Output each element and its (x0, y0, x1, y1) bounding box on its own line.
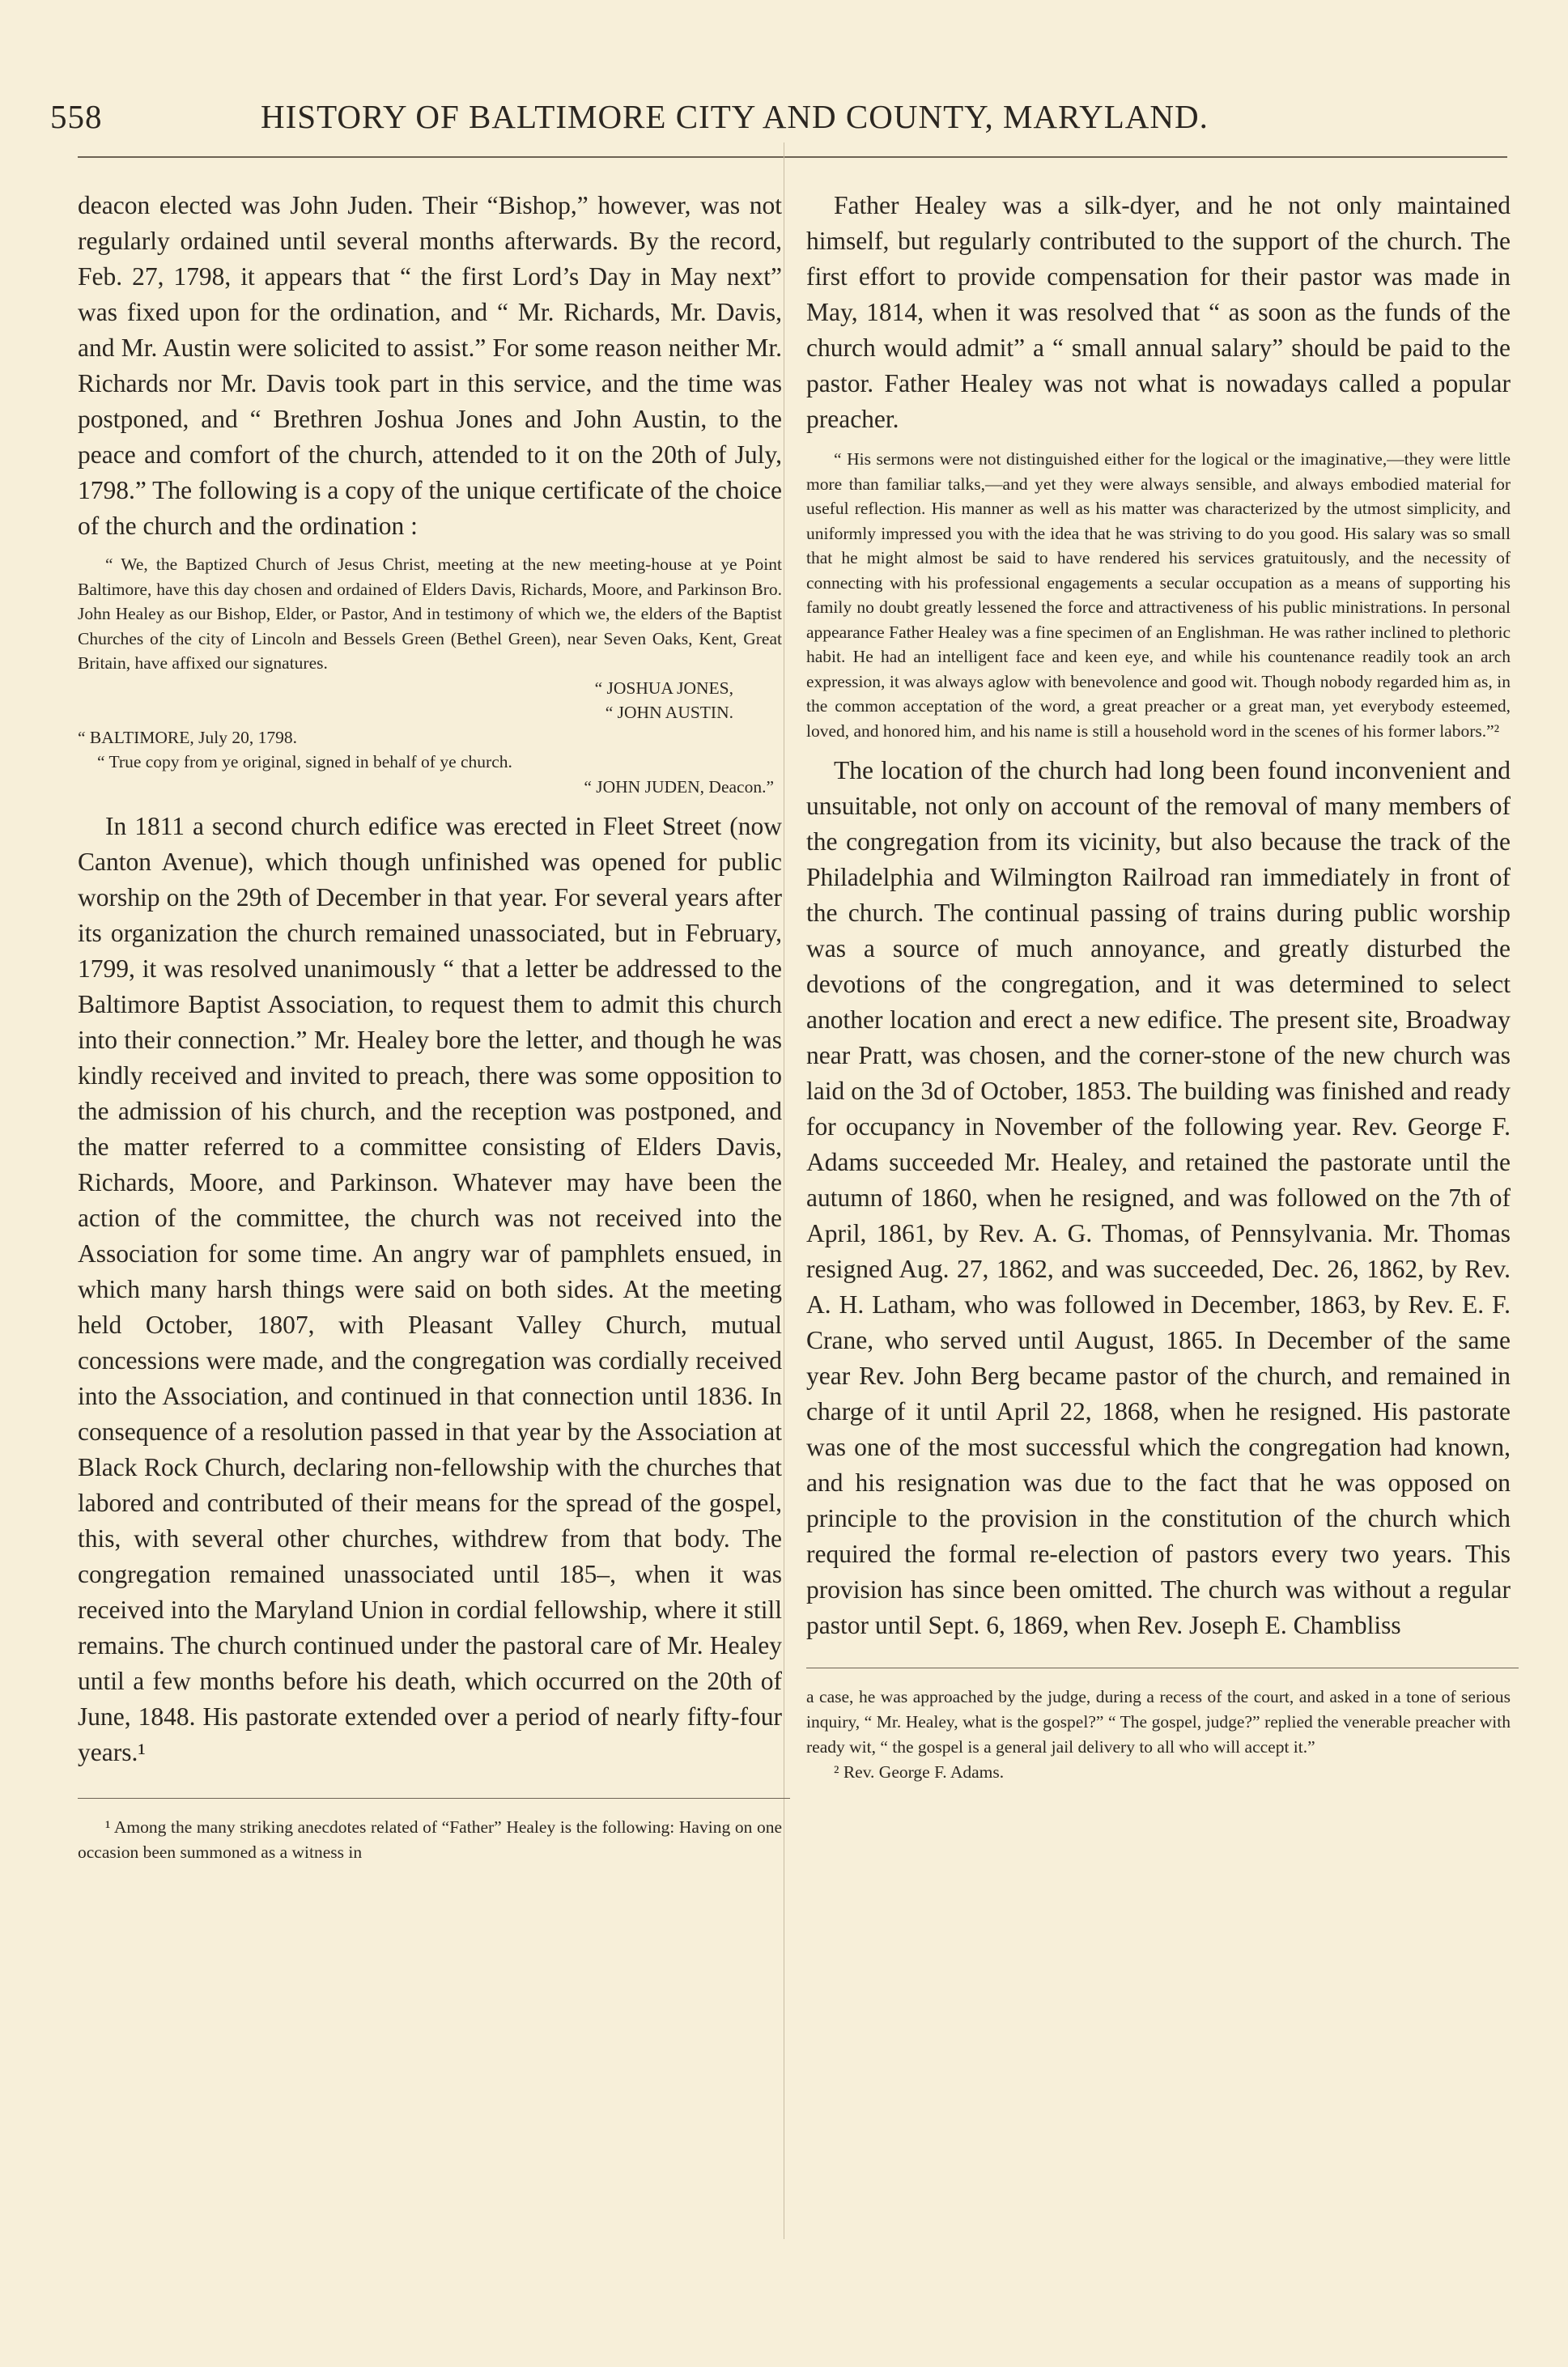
footnote-2: ² Rev. George F. Adams. (834, 1762, 1005, 1782)
signature-jones: “ JOSHUA JONES, (594, 678, 733, 698)
footnote-1: ¹ Among the many striking anecdotes related of “Father” Healey is the following: Having on one occasion been summoned as a witness in (78, 1817, 782, 1862)
true-copy-note: “ True copy from ye original, signed in behalf of ye church. (97, 752, 512, 771)
paragraph: deacon elected was John Juden. Their “Bishop,” however, was not regularly ordained until several months afterwards. By the record, Feb. 27, 1798, it appears that “ the first Lord’s Day in May next” was fixed upon for the ordination, and “ Mr. Richards, Mr. Davis, and Mr. Austin were solicited to assist.” For some reason neither Mr. Richards nor Mr. Davis took part in this service, and the time was postponed, and “ Brethren Joshua Jones and John Austin, to the peace and comfort of the church, attended to it on the 20th of July, 1798.” The following is a copy of the unique certificate of the choice of the church and the ordination : (78, 191, 782, 540)
running-title: HISTORY OF BALTIMORE CITY AND COUNTY, MARYLAND. (261, 98, 1209, 135)
page-number: 558 (50, 98, 103, 135)
signature-juden: “ JOHN JUDEN, Deacon.” (584, 776, 774, 797)
ordination-certificate (78, 552, 782, 799)
running-header (50, 97, 1556, 146)
paragraph: In 1811 a second church edifice was erected in Fleet Street (now Canton Avenue), which though unfinished was opened for public worship on the 29th of December in that year. For several years after its organization the church remained unassociated, but in February, 1799, it was resolved unanimously “ that a letter be addressed to the Baltimore Baptist Association, to request them to admit this church into their connection.” Mr. Healey bore the letter, and though he was kindly received and invited to preach, there was some opposition to the admission of his church, and the reception was postponed, and the matter referred to a committee consisting of Elders Davis, Richards, Moore, and Parkinson. Whatever may have been the action of the committee, the church was not received into the Association for some time. An angry war of pamphlets ensued, in which many harsh things were said on both sides. At the meeting held October, 1807, with Pleasant Valley Church, mutual concessions were made, and the congregation was cordially received into the Association, and continued in that connection until 1836. In consequence of a resolution passed in that year by the Association at Black Rock Church, declaring non-fellowship with the churches that labored and contributed of their means for the spread of the gospel, this, with several other churches, withdrew from that body. The congregation remained unassociated until 185–, when it was received into the Maryland Union in cordial fellowship, where it still remains. The church continued under the pastoral care of Mr. Healey until a few months before his death, which occurred on the 20th of June, 1848. His pastorate extended over a period of nearly fifty-four years.¹ (78, 812, 782, 1766)
footnote-1-continued: a case, he was approached by the judge, during a recess of the court, and asked in a tone of serious inquiry, “ Mr. Healey, what is the gospel?” “ The gospel, judge?” replied the venerable preacher with ready wit, “ the gospel is a general jail delivery to all who will accept it.” (806, 1687, 1511, 1757)
certificate-text: “ We, the Baptized Church of Jesus Christ, meeting at the new meeting-house at ye Point Baltimore, have this day chosen and ordained of Elders Davis, Richards, Moore, and Parkinson Bro. John Healey as our Bishop, Elder, or Pastor, And in testimony of which we, the elders of the Baptist Churches of the city of Lincoln and Bessels Green (Bethel Green), near Seven Oaks, Kent, Great Britain, have affixed our signatures. (78, 555, 782, 673)
footnote-rule (78, 1798, 790, 1799)
header-rule (78, 156, 1507, 158)
paragraph: The location of the church had long been found inconvenient and unsuitable, not only on account of the removal of many members of the congregation from its vicinity, but also because the track of the Philadelphia and Wilmington Railroad ran immediately in front of the church. The continual passing of trains during public worship was a source of much annoyance, and greatly disturbed the devotions of the congregation, and it was determined to select another location and erect a new edifice. The present site, Broadway near Pratt, was chosen, and the corner-stone of the new church was laid on the 3d of October, 1853. The building was finished and ready for occupancy in November of the following year. Rev. George F. Adams succeeded Mr. Healey, and retained the pastorate until the autumn of 1860, when he resigned, and was followed on the 7th of April, 1861, by Rev. A. G. Thomas, of Pennsylvania. Mr. Thomas resigned Aug. 27, 1862, and was succeeded, Dec. 26, 1862, by Rev. A. H. Latham, who was followed in December, 1863, by Rev. E. F. Crane, who served until August, 1865. In December of the same year Rev. John Berg became pastor of the church, and remained in charge of it until April 22, 1868, when he resigned. His pastorate was one of the most successful which the congregation had known, and his resignation was due to the fact that he was opposed on principle to the provision in the constitution of the church which required the formal re-election of pastors every two years. This provision has since been omitted. The church was without a regular pastor until Sept. 6, 1869, when Rev. Joseph E. Chambliss (806, 756, 1511, 1639)
block-quote: “ His sermons were not distinguished either for the logical or the imaginative,—they were little more than familiar talks,—and yet they were always sensible, and always embodied material for useful reflection. His manner as well as his matter was characterized by the utmost simplicity, and uniformly impressed you with the idea that he was striving to do you good. His salary was so small that he might almost be said to have rendered his services gratuitously, and the necessity of connecting with his professional engagements a secular occupation as a means of supporting his family no doubt greatly lessened the force and attractiveness of his public ministrations. In personal appearance Father Healey was a fine specimen of an Englishman. He was rather inclined to plethoric habit. He had an intelligent face and keen eye, and while his countenance readily took an arch expression, it was always aglow with benevolence and good wit. Though nobody regarded him as, in the common acceptation of the word, a great preacher or a great man, yet everybody esteemed, loved, and honored him, and his name is still a household word in the scenes of his former labors.”² (806, 449, 1511, 741)
left-column (78, 188, 782, 1865)
certificate-place-date: “ BALTIMORE, July 20, 1798. (78, 727, 297, 747)
right-column (806, 188, 1511, 1785)
paragraph: Father Healey was a silk-dyer, and he not only maintained himself, but regularly contributed to the support of the church. The first effort to provide compensation for their pastor was made in May, 1814, when it was resolved that “ as soon as the funds of the church would admit” a “ small annual salary” should be paid to the pastor. Father Healey was not what is nowadays called a popular preacher. (806, 191, 1511, 433)
signature-austin: “ JOHN AUSTIN. (605, 703, 733, 722)
